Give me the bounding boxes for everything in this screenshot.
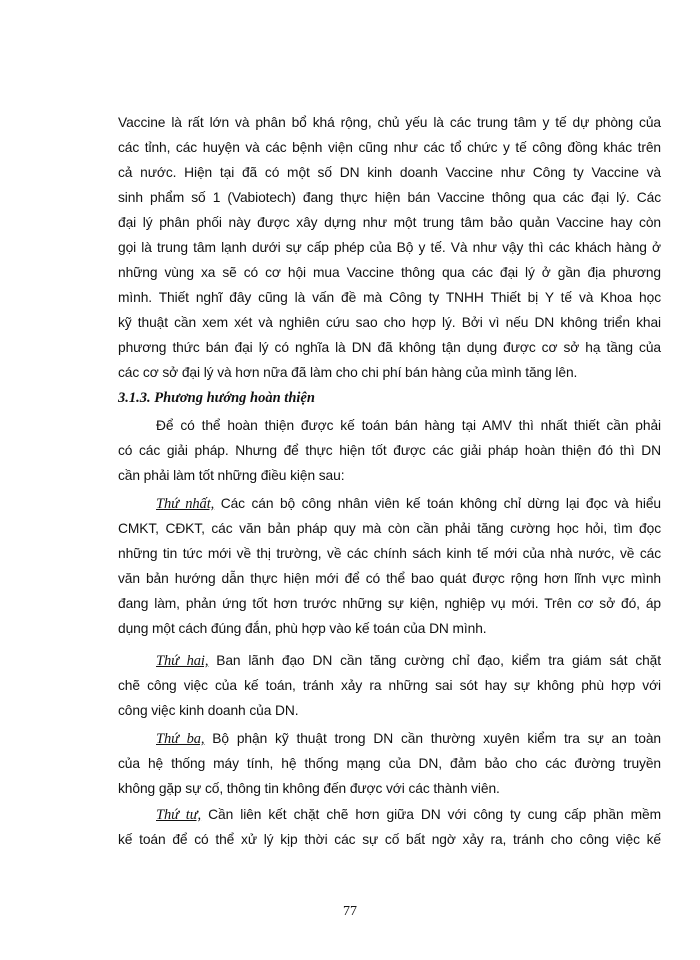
lead-line: cần phải làm tốt những điều kiện sau: [118, 468, 345, 483]
first-item-line: những tin tức mới về thị trường, về các chính sách kinh tế mới của nhà nước, về các [118, 546, 661, 561]
intro-line: đại lý phân phối này được xây dựng như một trung tâm bảo quản Vaccine hay còn [118, 215, 661, 230]
first-item-line: đang làm, phản ứng tốt hơn trước những sự kiện, nghiệp vụ mới. Trên cơ sở đó, áp [118, 596, 661, 611]
intro-line: kỹ thuật cần xem xét và nghiên cứu sao cho hợp lý. Bởi vì nếu DN không triển khai [118, 315, 661, 330]
first-item-line: CMKT, CĐKT, các văn bản pháp quy mà còn cần phải tăng cường học hỏi, tìm đọc [118, 521, 661, 536]
intro-line: sinh phẩm số 1 (Vabiotech) đang thực hiện bán Vaccine thông qua các đại lý. Các [118, 190, 661, 205]
fourth-item-line: kế toán để có thể xử lý kịp thời các sự cố bất ngờ xảy ra, tránh cho công việc kế [118, 832, 661, 847]
third-item-text: Bộ phận kỹ thuật trong DN cần thường xuyên kiểm tra sự an toàn [204, 731, 661, 746]
intro-line: Vaccine là rất lớn và phân bổ khá rộng, chủ yếu là các trung tâm y tế dự phòng của [118, 115, 661, 130]
third-item-line: của hệ thống máy tính, hệ thống mạng của DN, đảm bảo cho các đường truyền [118, 756, 661, 771]
first-item-lead: Thứ nhất, [156, 496, 215, 512]
intro-line: gọi là trung tâm lạnh dưới sự cấp phép của Bộ y tế. Và như vậy thì các khách hàng ở [118, 240, 661, 255]
first-item-text: Các cán bộ công nhân viên kế toán không chỉ dừng lại đọc và hiểu [214, 496, 661, 511]
second-item-line: chẽ công việc của kế toán, tránh xảy ra những sai sót hay sự không phù hợp với [118, 678, 661, 693]
second-item-line [156, 652, 661, 670]
third-item-line [156, 730, 661, 748]
first-item-line [156, 495, 661, 513]
intro-line: phương thức bán đại lý có nghĩa là DN đã không tận dụng được cơ sở hạ tầng của [118, 340, 661, 355]
first-item-line: văn bản hướng dẫn thực hiện mới để có thể bao quát được rộng hơn lĩnh vực mình [118, 571, 661, 586]
second-item-line: công việc kinh doanh của DN. [118, 703, 299, 718]
third-item-lead: Thứ ba, [156, 731, 205, 747]
third-item-line: không gặp sự cố, thông tin không đến được với các thành viên. [118, 781, 500, 796]
fourth-item-text: Cần liên kết chặt chẽ hơn giữa DN với công ty cung cấp phần mềm [201, 807, 661, 822]
lead-line: có các giải pháp. Nhưng để thực hiện tốt được các giải pháp hoàn thiện đó thì DN [118, 443, 661, 458]
second-item-text: Ban lãnh đạo DN cần tăng cường chỉ đạo, kiểm tra giám sát chặt [208, 653, 661, 668]
intro-line: mình. Thiết nghĩ đây cũng là vấn đề mà Công ty TNHH Thiết bị Y tế và Khoa học [118, 290, 661, 305]
first-item-line: dụng một cách đúng đắn, phù hợp vào kế toán của DN mình. [118, 621, 487, 636]
intro-line: các cơ sở đại lý và hơn nữa đã làm cho chi phí bán hàng của mình tăng lên. [118, 365, 578, 380]
fourth-item-lead: Thứ tư, [156, 807, 202, 823]
intro-line: những vùng xa sẽ có cơ hội mua Vaccine thông qua các đại lý ở gần địa phương [118, 265, 661, 280]
fourth-item-line [156, 806, 661, 824]
intro-line: các tỉnh, các huyện và các bệnh viện cũng như các tổ chức y tế công đồng khác trên [118, 140, 661, 155]
intro-line: cả nước. Hiện tại đã có một số DN kinh doanh Vaccine như Công ty Vaccine và [118, 165, 661, 180]
lead-line: Để có thể hoàn thiện được kế toán bán hàng tại AMV thì nhất thiết cần phải [156, 418, 661, 433]
section-heading: 3.1.3. Phương hướng hoàn thiện [118, 390, 315, 406]
page-number: 77 [343, 904, 357, 919]
second-item-lead: Thứ hai, [156, 653, 209, 669]
